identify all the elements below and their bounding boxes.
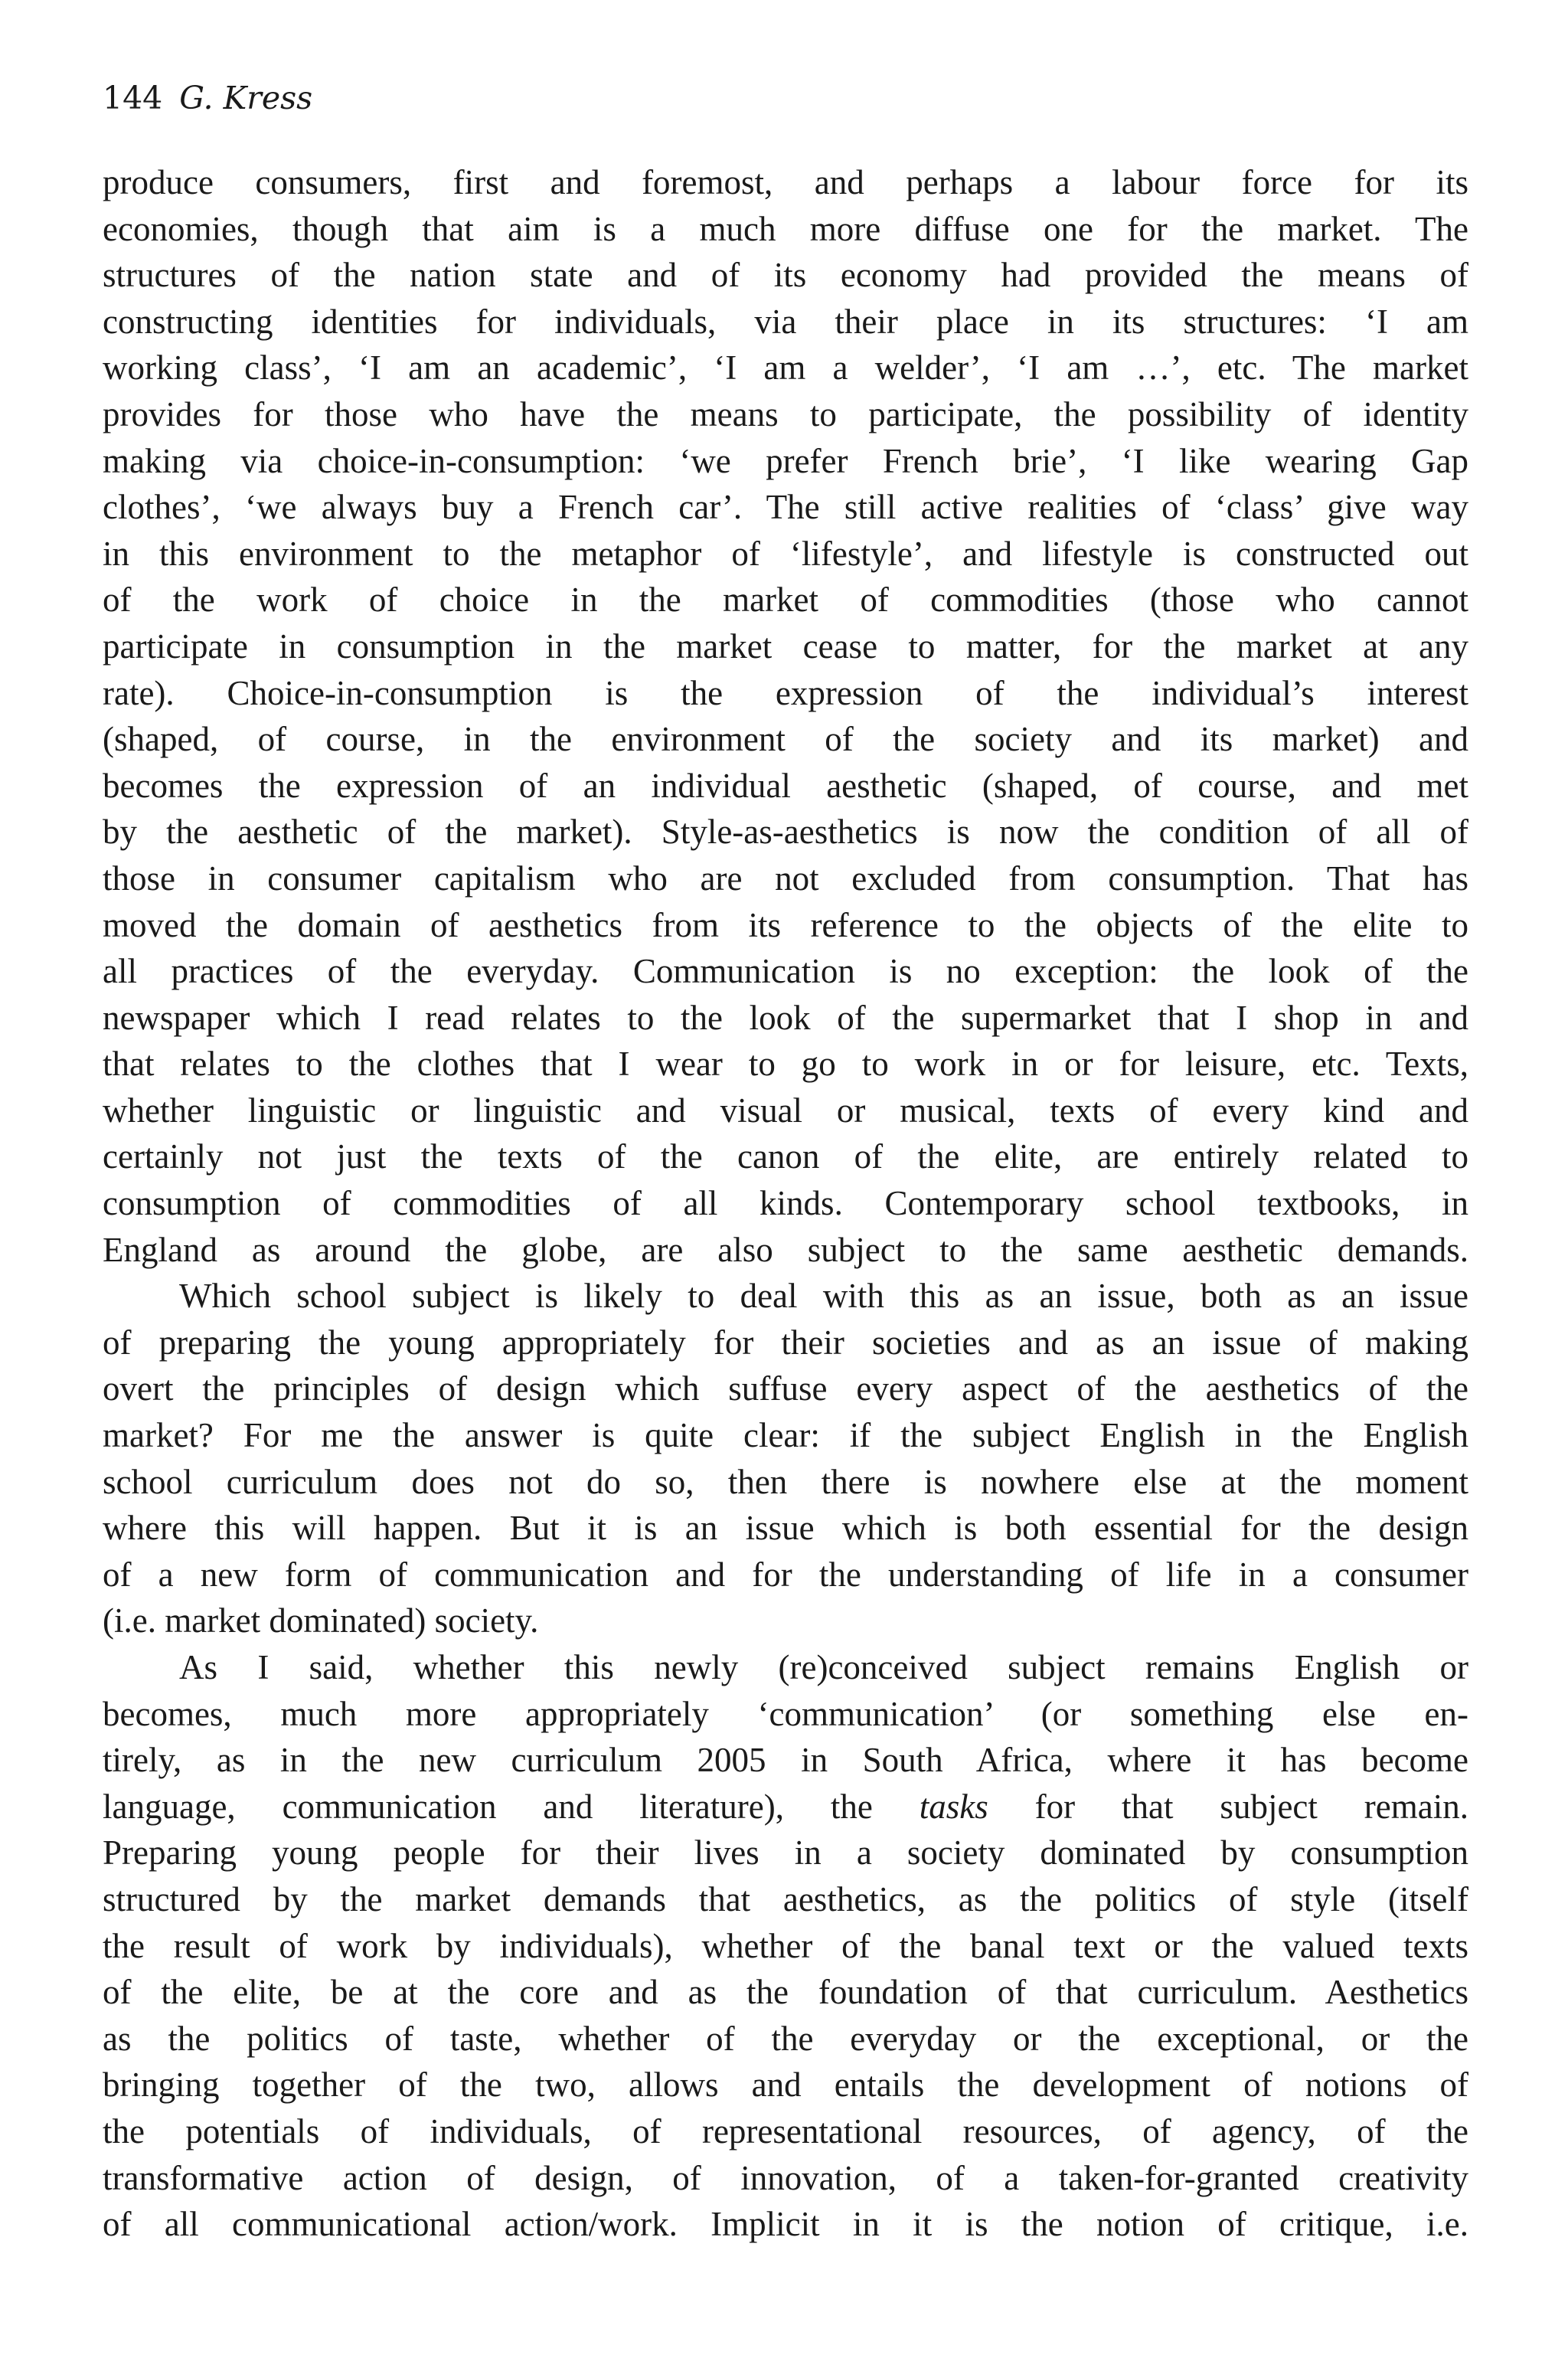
text-line: market? For me the answer is quite clear: if the subject English in the English	[103, 1416, 1468, 1455]
page-number: 144	[103, 80, 163, 116]
text-line: the potentials of individuals, of representational resources, of agency, of the	[103, 2111, 1468, 2150]
text-line: England as around the globe, are also subject to the same aesthetic demands.	[103, 1230, 1468, 1269]
text-line: (shaped, of course, in the environment of the society and its market) and	[103, 720, 1468, 759]
text-line: becomes the expression of an individual aesthetic (shaped, of course, and met	[103, 766, 1468, 805]
text-line: Which school subject is likely to deal with this as an issue, both as an issue	[179, 1277, 1468, 1316]
text-line: those in consumer capitalism who are not excluded from consumption. That has	[103, 859, 1468, 898]
text-line: certainly not just the texts of the canon of the elite, are entirely related to	[103, 1137, 1468, 1176]
paragraph	[103, 159, 1468, 1273]
text-line: structures of the nation state and of its economy had provided the means of	[103, 256, 1468, 295]
text-line: moved the domain of aesthetics from its reference to the objects of the elite to	[103, 905, 1468, 944]
text-line: (i.e. market dominated) society.	[103, 1601, 539, 1640]
text-line: overt the principles of design which suffuse every aspect of the aesthetics of the	[103, 1369, 1468, 1408]
text-line: economies, though that aim is a much more diffuse one for the market. The	[103, 209, 1468, 248]
running-head	[103, 77, 1468, 119]
text-line: produce consumers, first and foremost, and perhaps a labour force for its	[103, 163, 1468, 201]
text-line: school curriculum does not do so, then there is nowhere else at the moment	[103, 1462, 1468, 1501]
text-line: transformative action of design, of innovation, of a taken-for-granted creativity	[103, 2158, 1468, 2197]
text-line: Preparing young people for their lives in a society dominated by consumption	[103, 1833, 1468, 1872]
text-line: As I said, whether this newly (re)conceived subject remains English or	[179, 1648, 1468, 1686]
text-line: working class’, ‘I am an academic’, ‘I am a welder’, ‘I am …’, etc. The market	[103, 348, 1468, 388]
paragraph	[103, 1273, 1468, 1644]
text-line: structured by the market demands that aesthetics, as the politics of style (itself	[103, 1879, 1468, 1918]
body-text	[103, 159, 1468, 2248]
text-line: of the work of choice in the market of commodities (those who cannot	[103, 581, 1468, 620]
text-line: consumption of commodities of all kinds. Contemporary school textbooks, in	[103, 1184, 1468, 1223]
page	[103, 77, 1468, 2248]
emphasis-text: tasks	[919, 1787, 988, 1826]
text-line: that relates to the clothes that I wear to go to work in or for leisure, etc. Texts,	[103, 1045, 1468, 1084]
text-line: all practices of the everyday. Communication is no exception: the look of the	[103, 952, 1468, 991]
text-line: of the elite, be at the core and as the foundation of that curriculum. Aesthetics	[103, 1973, 1468, 2012]
text-line: the result of work by individuals), whether of the banal text or the valued texts	[103, 1926, 1468, 1965]
text-line: provides for those who have the means to participate, the possibility of identity	[103, 394, 1468, 433]
text-line: making via choice-in-consumption: ‘we prefer French brie’, ‘I like wearing Gap	[103, 441, 1468, 480]
text-line: of preparing the young appropriately for their societies and as an issue of making	[103, 1323, 1468, 1362]
text-line: by the aesthetic of the market). Style-as-aesthetics is now the condition of all of	[103, 813, 1468, 852]
text-line: constructing identities for individuals, via their place in its structures: ‘I am	[103, 302, 1468, 341]
text-line: of all communicational action/work. Implicit in it is the notion of critique, i.e.	[103, 2205, 1468, 2244]
running-head-author: G. Kress	[179, 80, 313, 116]
text-line: participate in consumption in the market cease to matter, for the market at any	[103, 626, 1468, 666]
text-line: where this will happen. But it is an issue which is both essential for the design	[103, 1509, 1468, 1548]
text-line: in this environment to the metaphor of ‘lifestyle’, and lifestyle is constructed out	[103, 534, 1468, 573]
text-line: of a new form of communication and for the understanding of life in a consumer	[103, 1555, 1468, 1594]
text-line: as the politics of taste, whether of the everyday or the exceptional, or the	[103, 2019, 1468, 2058]
paragraph	[103, 1644, 1468, 2248]
text-line: rate). Choice-in-consumption is the expression of the individual’s interest	[103, 673, 1468, 712]
text-line: becomes, much more appropriately ‘communication’ (or something else en-	[103, 1694, 1468, 1733]
text-line: newspaper which I read relates to the look of the supermarket that I shop in and	[103, 998, 1468, 1037]
text-line: clothes’, ‘we always buy a French car’. The still active realities of ‘class’ give way	[103, 488, 1468, 527]
text-line: whether linguistic or linguistic and visual or musical, texts of every kind and	[103, 1091, 1468, 1130]
text-line: bringing together of the two, allows and entails the development of notions of	[103, 2065, 1468, 2105]
text-line: language, communication and literature), the tasks for that subject remain.	[103, 1787, 1468, 1826]
text-line: tirely, as in the new curriculum 2005 in South Africa, where it has become	[103, 1741, 1468, 1780]
